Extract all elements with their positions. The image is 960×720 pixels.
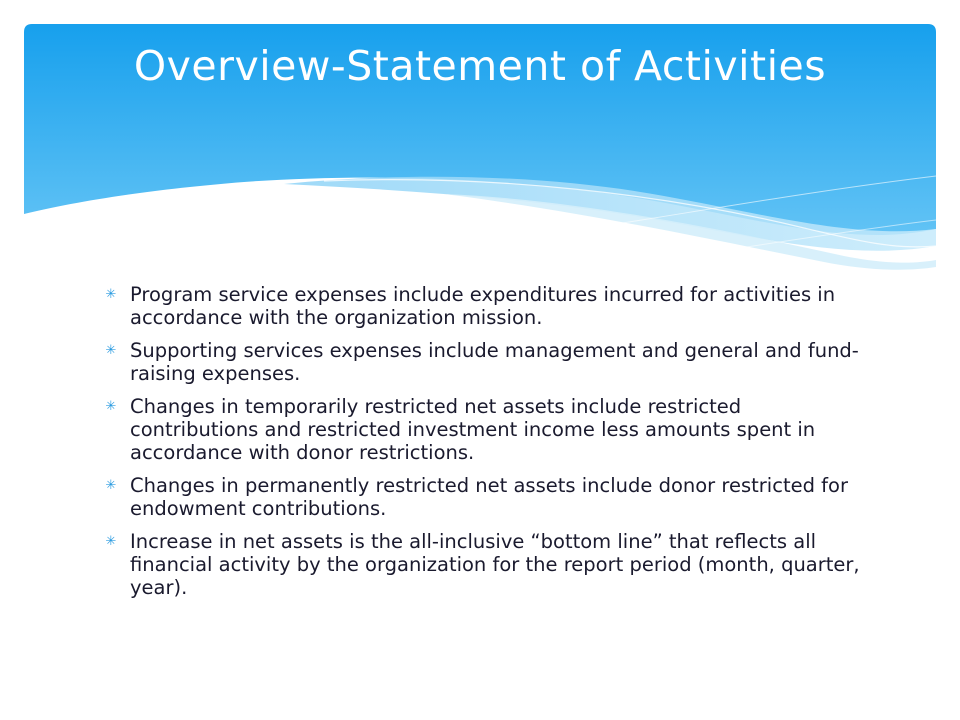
bullet-item: [104, 395, 864, 464]
bullet-text: Changes in temporarily restricted net assets include restricted contributions and restricted investment income less amounts spent in accordance with donor restrictions.: [130, 395, 816, 464]
asterisk-icon: ✳: [105, 343, 117, 358]
asterisk-icon: ✳: [105, 478, 117, 493]
bullet-item: [104, 339, 864, 385]
asterisk-icon: ✳: [105, 287, 117, 302]
asterisk-icon: ✳: [105, 534, 117, 549]
bullet-item: [104, 474, 864, 520]
bullet-item: [104, 530, 864, 599]
bullet-text: Changes in permanently restricted net assets include donor restricted for endowment contributions.: [130, 474, 848, 520]
bullet-list: [104, 283, 864, 609]
bullet-item: [104, 283, 864, 329]
bullet-text: Program service expenses include expenditures incurred for activities in accordance with the organization mission.: [130, 283, 836, 329]
slide-title: Overview-Statement of Activities: [133, 42, 827, 90]
asterisk-icon: ✳: [105, 399, 117, 414]
bullet-text: Increase in net assets is the all-inclusive “bottom line” that reflects all financial activity by the organization for the report period (month, quarter, year).: [130, 530, 860, 599]
bullet-text: Supporting services expenses include management and general and fund-raising expenses.: [130, 339, 859, 385]
